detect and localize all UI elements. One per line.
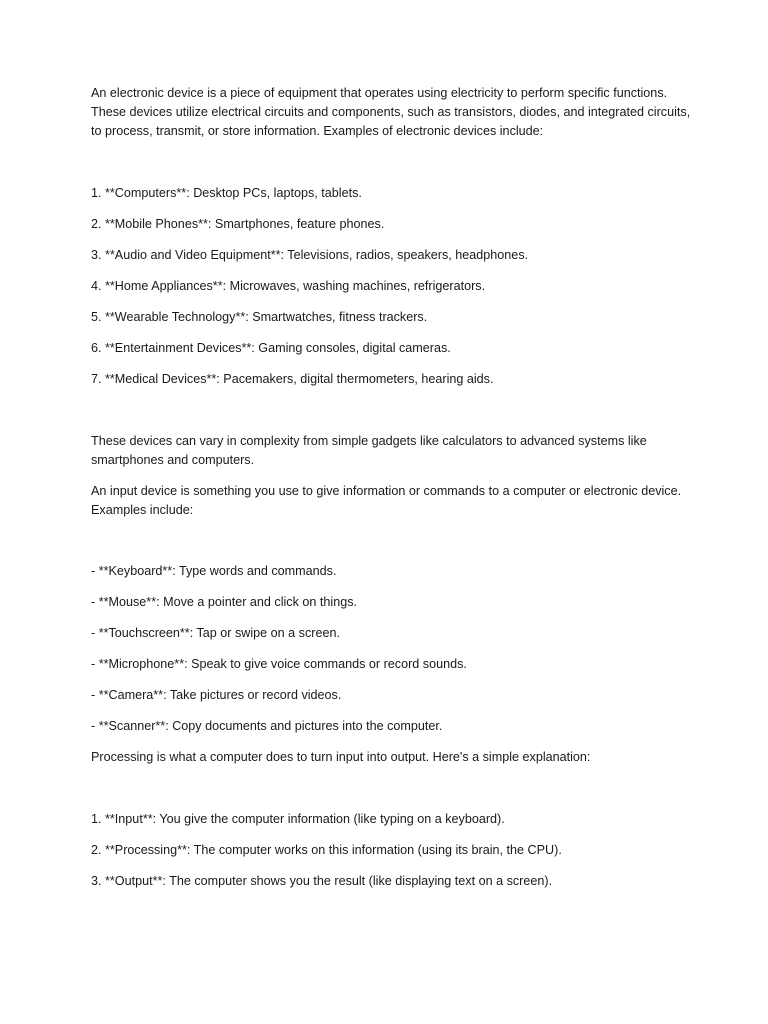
electronic-device-item-1: 1. **Computers**: Desktop PCs, laptops, tablets. — [91, 186, 362, 200]
processing-step-input: 1. **Input**: You give the computer information (like typing on a keyboard). — [91, 812, 505, 826]
processing-step-processing: 2. **Processing**: The computer works on this information (using its brain, the CPU). — [91, 843, 562, 857]
processing-step-output: 3. **Output**: The computer shows you the result (like displaying text on a screen). — [91, 874, 553, 888]
input-device-item-mouse: - **Mouse**: Move a pointer and click on things. — [91, 595, 358, 609]
input-device-item-touchscreen: - **Touchscreen**: Tap or swipe on a screen. — [91, 626, 340, 640]
electronic-device-item-5: 5. **Wearable Technology**: Smartwatches, fitness trackers. — [91, 310, 428, 324]
complexity-paragraph: These devices can vary in complexity from simple gadgets like calculators to advanced systems like smartphones and computers. — [91, 434, 647, 467]
input-device-item-microphone: - **Microphone**: Speak to give voice commands or record sounds. — [91, 657, 467, 671]
input-device-item-keyboard: - **Keyboard**: Type words and commands. — [91, 564, 337, 578]
electronic-device-item-4: 4. **Home Appliances**: Microwaves, washing machines, refrigerators. — [91, 279, 486, 293]
input-device-paragraph: An input device is something you use to give information or commands to a computer or electronic device. Examples include: — [91, 484, 682, 517]
electronic-device-item-3: 3. **Audio and Video Equipment**: Televisions, radios, speakers, headphones. — [91, 248, 529, 262]
input-device-item-scanner: - **Scanner**: Copy documents and pictures into the computer. — [91, 719, 443, 733]
input-device-item-camera: - **Camera**: Take pictures or record videos. — [91, 688, 342, 702]
electronic-device-item-6: 6. **Entertainment Devices**: Gaming consoles, digital cameras. — [91, 341, 451, 355]
processing-paragraph: Processing is what a computer does to turn input into output. Here's a simple explanation: — [91, 750, 591, 764]
electronic-device-item-2: 2. **Mobile Phones**: Smartphones, feature phones. — [91, 217, 385, 231]
electronic-device-item-7: 7. **Medical Devices**: Pacemakers, digital thermometers, hearing aids. — [91, 372, 494, 386]
intro-paragraph: An electronic device is a piece of equipment that operates using electricity to perform specific functions. These devices utilize electrical circuits and components, such as transistors, diodes, and integrated circuits, to process, transmit, or store information. Examples of electronic devices include: — [91, 86, 691, 138]
